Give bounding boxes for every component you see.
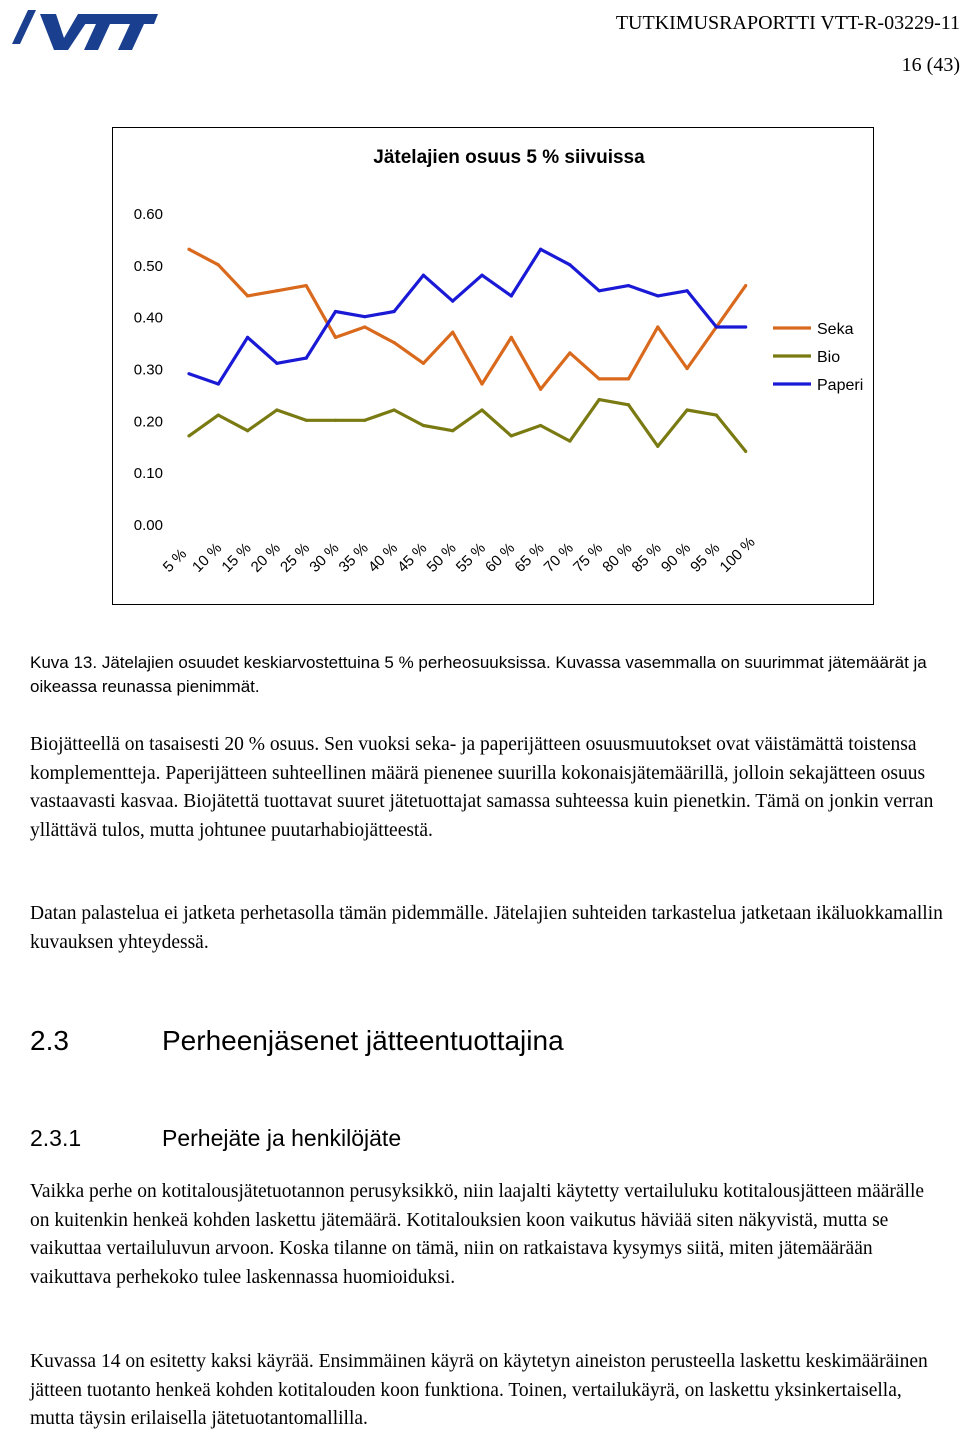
data-point-seka xyxy=(686,367,689,370)
page-header xyxy=(616,8,960,80)
data-point-bio xyxy=(422,424,425,427)
data-point-paperi xyxy=(656,294,659,297)
section-heading-2-3-1 xyxy=(30,1125,401,1152)
paragraph-4: Kuvassa 14 on esitetty kaksi käyrää. Ensimmäinen käyrä on käytetyn aineiston perusteella laskettu keskimääräinen jätteen tuotanto henkeä kohden kotitalouden koon funktiona. Toinen, vertailukäyrä, on laskettu yksinkertaisella, mutta täysin erilaisella jätetuotantomallilla. xyxy=(30,1351,928,1429)
data-point-paperi xyxy=(187,372,190,375)
data-point-paperi xyxy=(627,284,630,287)
paragraph-2: Datan palastelua ei jatketa perhetasolla tämän pidemmälle. Jätelajien suhteiden tarkastelua jatketaan ikäluokkamallin kuvauksen yhteydessä. xyxy=(30,903,943,953)
data-point-paperi xyxy=(598,289,601,292)
data-point-paperi xyxy=(715,325,718,328)
data-point-paperi xyxy=(363,315,366,318)
data-point-seka xyxy=(744,284,747,287)
x-tick-label: 50 % xyxy=(423,539,460,576)
data-point-seka xyxy=(422,362,425,365)
data-point-bio xyxy=(627,403,630,406)
data-point-bio xyxy=(217,414,220,417)
data-point-bio xyxy=(744,450,747,453)
subsection-title: Perhejäte ja henkilöjäte xyxy=(162,1125,402,1151)
data-point-seka xyxy=(627,377,630,380)
data-point-paperi xyxy=(744,325,747,328)
series-line-seka xyxy=(189,249,746,389)
data-point-seka xyxy=(305,284,308,287)
series-line-bio xyxy=(189,400,746,452)
data-point-bio xyxy=(363,419,366,422)
data-point-paperi xyxy=(510,294,513,297)
logo-swoosh xyxy=(12,10,36,44)
x-tick-label: 100 % xyxy=(716,533,759,576)
data-point-paperi xyxy=(393,310,396,313)
data-point-bio xyxy=(275,408,278,411)
x-tick-label: 55 % xyxy=(452,539,490,576)
x-tick-label: 90 % xyxy=(657,539,695,576)
data-point-paperi xyxy=(568,263,571,266)
data-point-bio xyxy=(656,445,659,448)
section-title: Perheenjäsenet jätteentuottajina xyxy=(162,1025,564,1056)
data-point-bio xyxy=(246,429,249,432)
data-point-bio xyxy=(393,408,396,411)
x-tick-label: 25 % xyxy=(277,539,314,576)
data-point-bio xyxy=(715,414,718,417)
data-point-seka xyxy=(217,263,220,266)
section-number: 2.3 xyxy=(30,1025,69,1056)
x-tick-label: 65 % xyxy=(511,539,548,576)
data-point-paperi xyxy=(217,382,220,385)
series-line-paperi xyxy=(189,249,746,384)
x-tick-label: 15 % xyxy=(218,539,255,576)
figure-caption: Kuva 13. Jätelajien osuudet keskiarvostettuina 5 % perheosuuksissa. Kuvassa vasemmalla on suurimmat jätemäärät ja oikeassa reunassa pienimmät. xyxy=(30,653,927,696)
legend-label-paperi: Paperi xyxy=(817,377,864,394)
y-tick-label: 0.40 xyxy=(133,309,163,327)
data-point-seka xyxy=(480,382,483,385)
y-tick-label: 0.30 xyxy=(133,361,163,379)
figure-frame xyxy=(112,127,874,605)
x-tick-label: 5 % xyxy=(159,545,191,576)
data-point-seka xyxy=(275,289,278,292)
subsection-number: 2.3.1 xyxy=(30,1125,82,1151)
data-point-seka xyxy=(656,325,659,328)
section-heading-2-3 xyxy=(30,1025,564,1057)
x-tick-label: 85 % xyxy=(628,539,665,576)
data-point-bio xyxy=(568,439,571,442)
y-tick-label: 0.60 xyxy=(133,206,163,223)
data-point-bio xyxy=(334,419,337,422)
data-point-paperi xyxy=(275,362,278,365)
y-tick-label: 0.10 xyxy=(133,465,163,483)
x-tick-label: 45 % xyxy=(394,539,431,576)
data-point-paperi xyxy=(686,289,689,292)
y-tick-label: 0.50 xyxy=(133,257,163,275)
logo-t2 xyxy=(118,14,158,50)
data-point-paperi xyxy=(539,248,542,251)
data-point-paperi xyxy=(451,300,454,303)
data-point-seka xyxy=(393,341,396,344)
data-point-seka xyxy=(334,336,337,339)
logo-t1 xyxy=(84,14,126,50)
logo-text: VTT xyxy=(6,4,8,5)
data-point-bio xyxy=(539,424,542,427)
data-point-bio xyxy=(510,434,513,437)
x-tick-label: 30 % xyxy=(306,539,343,576)
data-point-paperi xyxy=(246,336,249,339)
report-id: TUTKIMUSRAPORTTI VTT-R-03229-11 xyxy=(615,12,960,34)
data-point-bio xyxy=(686,408,689,411)
data-point-paperi xyxy=(305,357,308,360)
data-point-paperi xyxy=(480,274,483,277)
legend-label-bio: Bio xyxy=(817,349,841,366)
page-number: 16 (43) xyxy=(901,54,960,76)
x-tick-label: 60 % xyxy=(482,539,519,576)
paragraph-1: Biojätteellä on tasaisesti 20 % osuus. Sen vuoksi seka- ja paperijätteen osuusmuutokset ovat väistämättä toistensa komplementteja. Paperijätteen suhteellinen määrä pienenee suurilla kokonaisjätemäärillä, jolloin sekajätteen osuus vastaavasti kasvaa. Biojätettä tuottavat suuret jätetuottajat samassa suhteessa kuin pienetkin. Tämä on jonkin verran yllättävä tulos, mutta johtunee puutarhabiojätteestä. xyxy=(30,734,934,841)
y-tick-label: 0.20 xyxy=(133,413,163,431)
paragraph-3: Vaikka perhe on kotitalousjätetuotannon perusyksikkö, niin laajalti käytetty vertailuluku kotitalousjätteen määrälle on kuitenkin henkeä kohden laskettu jätemäärä. Kotitalouksien koon vaikutus häviää siten näkyvistä, mutta se vaikuttaa vertailuluvun arvoon. Koska tilanne on tämä, niin on ratkaistava kysymys siitä, miten jätemäärään vaikuttava perhekoko tulee laskennassa huomioiduksi. xyxy=(30,1181,925,1288)
legend-label-seka: Seka xyxy=(817,321,854,338)
logo-v xyxy=(40,14,92,50)
data-point-seka xyxy=(451,331,454,334)
x-tick-label: 80 % xyxy=(599,539,636,576)
data-point-bio xyxy=(451,429,454,432)
data-point-paperi xyxy=(422,274,425,277)
data-point-seka xyxy=(539,388,542,391)
vtt-logo xyxy=(6,4,158,54)
x-tick-label: 70 % xyxy=(540,539,577,576)
data-point-seka xyxy=(246,294,249,297)
data-point-seka xyxy=(510,336,513,339)
chart-title: Jätelajien osuus 5 % siivuissa xyxy=(373,147,645,168)
data-point-bio xyxy=(480,408,483,411)
x-tick-label: 40 % xyxy=(364,539,402,576)
x-tick-label: 10 % xyxy=(189,539,226,576)
data-point-bio xyxy=(598,398,601,401)
x-tick-label: 95 % xyxy=(687,539,724,576)
data-point-seka xyxy=(187,248,190,251)
x-tick-label: 35 % xyxy=(335,539,372,576)
line-chart xyxy=(113,128,875,606)
x-tick-label: 75 % xyxy=(570,539,607,576)
x-tick-label: 20 % xyxy=(247,539,284,576)
data-point-paperi xyxy=(334,310,337,313)
data-point-seka xyxy=(568,351,571,354)
data-point-bio xyxy=(305,419,308,422)
data-point-bio xyxy=(187,434,190,437)
data-point-seka xyxy=(363,325,366,328)
data-point-seka xyxy=(598,377,601,380)
y-tick-label: 0.00 xyxy=(133,517,163,534)
